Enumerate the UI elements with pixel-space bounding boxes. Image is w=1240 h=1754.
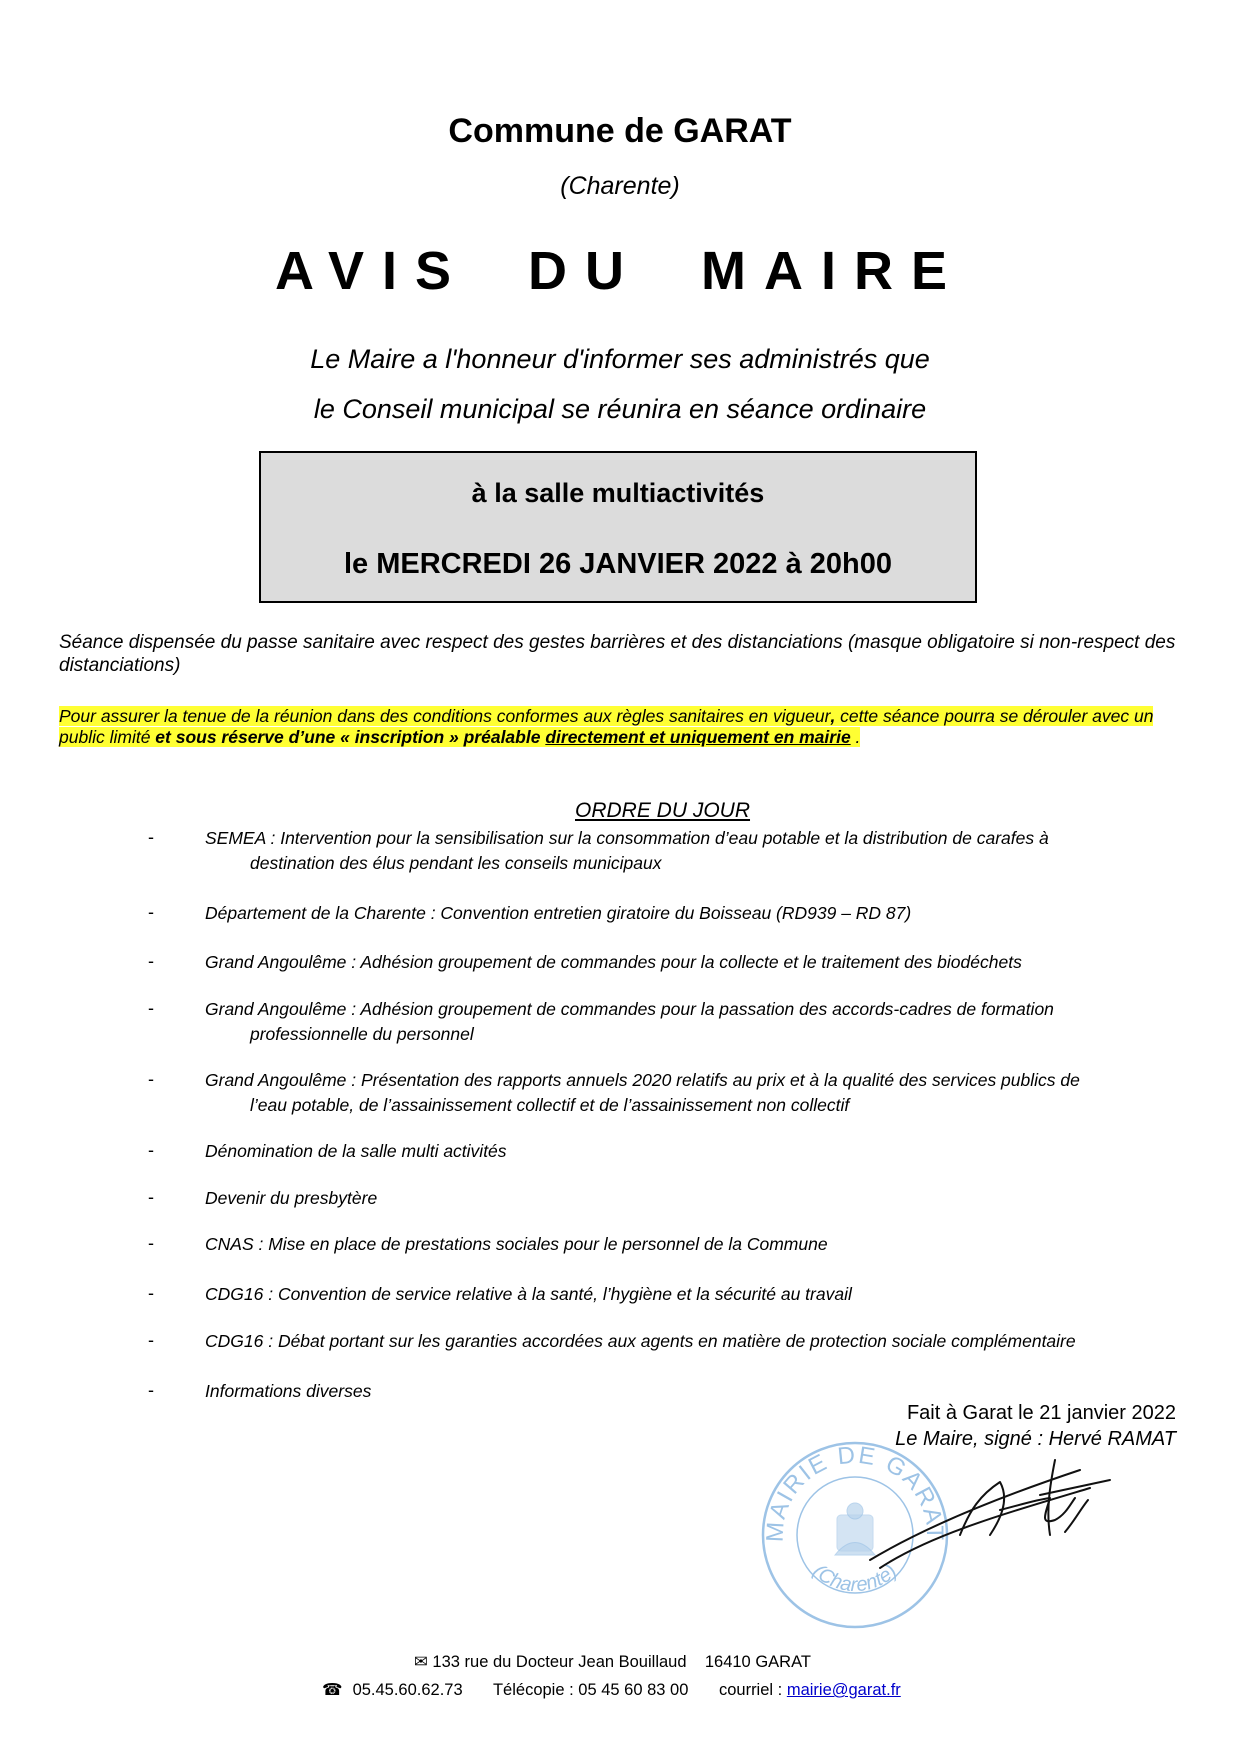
notice-underlined: directement et uniquement en mairie (545, 727, 851, 747)
list-item: Grand Angoulême : Adhésion groupement de commandes pour la collecte et le traitement des biodéchets (205, 952, 1022, 972)
notice-bold: et sous réserve d’une « inscription » préalable (155, 727, 541, 747)
title-word-1: AVIS (274, 241, 469, 301)
notice-comma: , (830, 706, 836, 726)
list-bullet: - (148, 1330, 154, 1350)
list-item: Département de la Charente : Convention entretien giratoire du Boisseau (RD939 – RD 87) (205, 903, 912, 923)
footer-contact (322, 1680, 901, 1700)
agenda-title: ORDRE DU JOUR (575, 799, 751, 822)
meeting-datetime: le MERCREDI 26 JANVIER 2022 à 20h00 (343, 548, 893, 580)
notice-part-2: cette séance pourra se dérouler avec un public limité (59, 706, 1154, 747)
envelope-icon: ✉ (414, 1653, 428, 1671)
list-item: CDG16 : Débat portant sur les garanties accordées aux agents en matière de protection sociale complémentaire (205, 1331, 1076, 1351)
list-item: Devenir du presbytère (205, 1188, 378, 1208)
list-bullet: - (148, 1140, 154, 1160)
sanitary-note: Séance dispensée du passe sanitaire avec respect des gestes barrières et des distanciations (masque obligatoire si non-respect des distanciations) (59, 632, 1176, 676)
title-word-2: DU (528, 241, 643, 301)
list-bullet: - (148, 998, 154, 1018)
email-label: courriel : (718, 1681, 787, 1699)
footer-address (414, 1652, 811, 1672)
list-bullet: - (148, 1233, 154, 1253)
list-item: SEMEA : Intervention pour la sensibilisation sur la consommation d’eau potable et la distribution de carafes à destination des élus pendant les conseils municipaux (205, 828, 1049, 873)
phone-number: 05.45.60.62.73 (352, 1681, 463, 1699)
signature-date: Fait à Garat le 21 janvier 2022 (906, 1402, 1176, 1424)
mayor-signature (850, 1440, 1140, 1580)
intro-line-2: le Conseil municipal se réunira en séance ordinaire (313, 394, 927, 424)
notice-part-1: Pour assurer la tenue de la réunion dans des conditions conformes aux règles sanitaires en vigueur (59, 706, 831, 726)
intro-line-1: Le Maire a l'honneur d'informer ses administrés que (310, 344, 930, 374)
list-item: Grand Angoulême : Adhésion groupement de commandes pour la passation des accords-cadres de formation professionnelle du personnel (205, 999, 1054, 1044)
list-bullet: - (148, 827, 154, 847)
list-item: CNAS : Mise en place de prestations sociales pour le personnel de la Commune (205, 1234, 828, 1254)
list-bullet: - (148, 951, 154, 971)
stamp-bottom-text: (Charente) (808, 1560, 902, 1597)
list-bullet: - (148, 1283, 154, 1303)
signature-line: Le Maire, signé : Hervé RAMAT (895, 1428, 1176, 1450)
address-text: 133 rue du Docteur Jean Bouillaud 16410 GARAT (432, 1653, 811, 1671)
list-bullet: - (148, 902, 154, 922)
page-title (0, 240, 1240, 302)
highlighted-notice (59, 706, 1187, 748)
list-bullet: - (148, 1380, 154, 1400)
meeting-box (259, 451, 977, 603)
notice-end: . (850, 727, 861, 747)
stamp-top-text: MAIRIE DE GARAT (761, 1441, 949, 1543)
meeting-place: à la salle multiactivités (471, 478, 765, 508)
list-item: CDG16 : Convention de service relative à la santé, l’hygiène et la sécurité au travail (205, 1284, 852, 1304)
title-word-3: MAIRE (701, 241, 966, 301)
departement-name: (Charente) (560, 172, 680, 200)
list-item: Grand Angoulême : Présentation des rapports annuels 2020 relatifs au prix et à la qualité des services publics de l’eau potable, de l’assainissement collectif et de l’assainissement non collectif (205, 1070, 1080, 1115)
phone-icon: ☎ (322, 1681, 343, 1699)
list-item: Informations diverses (205, 1381, 372, 1401)
fax-number: Télécopie : 05 45 60 83 00 (492, 1681, 689, 1699)
list-bullet: - (148, 1187, 154, 1207)
list-item: Dénomination de la salle multi activités (205, 1141, 507, 1161)
commune-name: Commune de GARAT (448, 112, 792, 150)
email-link[interactable]: mairie@garat.fr (786, 1681, 901, 1699)
list-bullet: - (148, 1069, 154, 1089)
